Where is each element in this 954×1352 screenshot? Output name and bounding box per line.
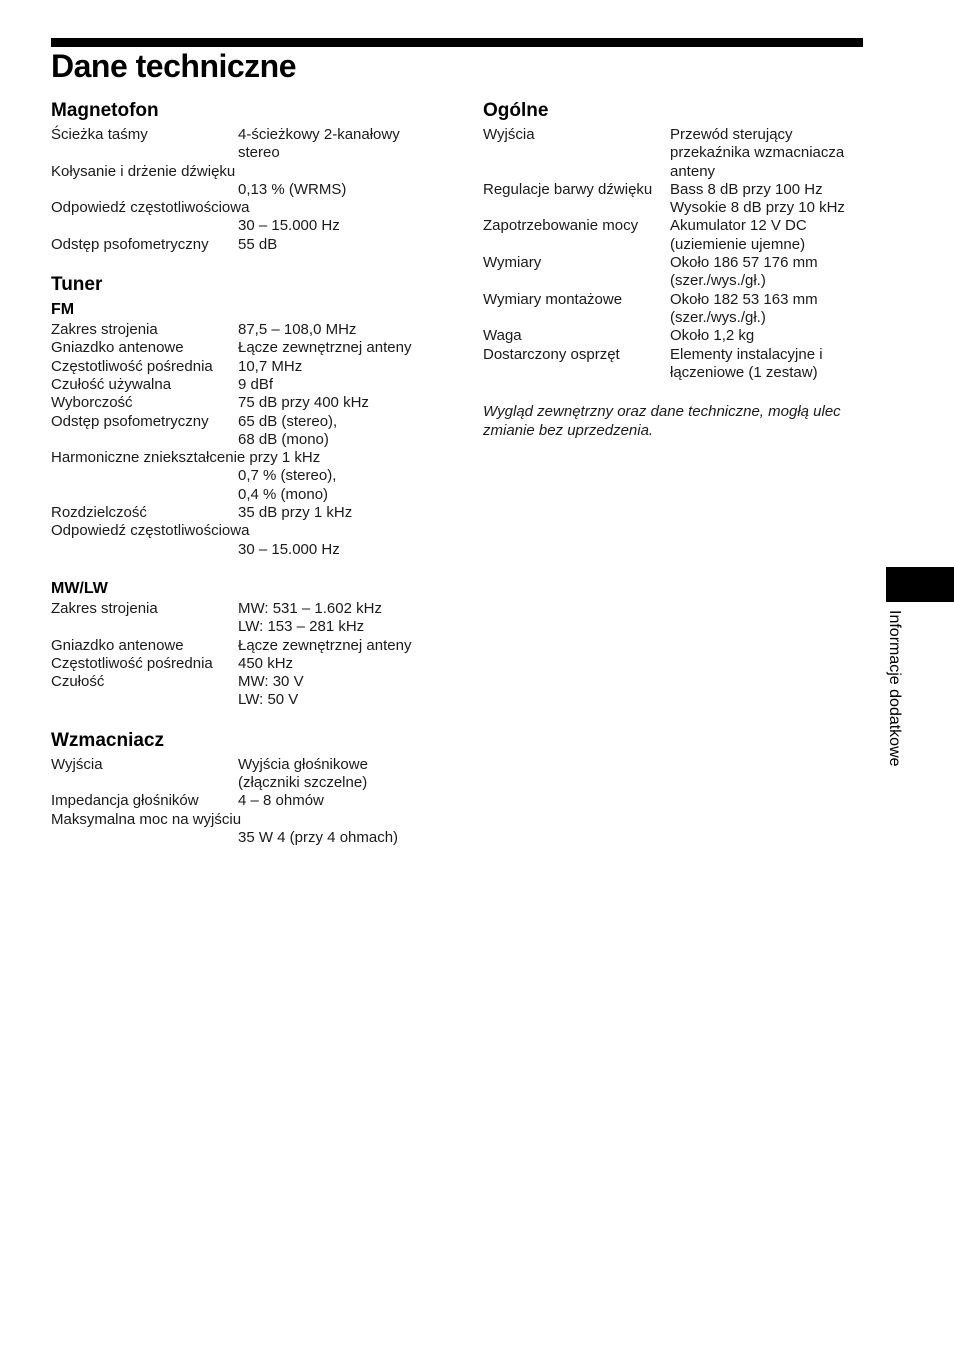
mwlw-spec-list (51, 600, 441, 710)
spec-value: Łącze zewnętrznej anteny (238, 339, 412, 357)
spec-label: Dostarczony osprzęt (483, 345, 620, 363)
spec-label: Harmoniczne zniekształcenie przy 1 kHz (51, 449, 321, 467)
spec-label: Regulacje barwy dźwięku (483, 180, 653, 198)
spec-row (51, 756, 441, 774)
spec-value: LW: 50 V (238, 691, 299, 709)
spec-value: 35 W 4 (przy 4 ohmach) (238, 828, 399, 846)
spec-label: Zapotrzebowanie mocy (483, 217, 639, 235)
spec-value: Elementy instalacyjne i (670, 345, 823, 363)
spec-value: (szer./wys./gł.) (670, 272, 766, 290)
spec-row (51, 236, 441, 254)
spec-value: (szer./wys./gł.) (670, 308, 766, 326)
spec-row (51, 413, 441, 431)
spec-label: Zakres strojenia (51, 599, 158, 617)
spec-row (51, 655, 441, 673)
spec-row (483, 126, 873, 144)
spec-row (51, 637, 441, 655)
spec-label: Odpowiedź częstotliwościowa (51, 522, 250, 540)
spec-label: Częstotliwość pośrednia (51, 357, 213, 375)
spec-value: Łącze zewnętrznej anteny (238, 636, 412, 654)
spec-row (483, 291, 873, 309)
spec-label: Zakres strojenia (51, 321, 158, 339)
section-heading-ogolne: Ogólne (483, 100, 549, 121)
left-column (51, 100, 441, 847)
spec-label: Gniazdko antenowe (51, 339, 184, 357)
page-title: Dane techniczne (51, 48, 297, 84)
spec-value: MW: 30 V (238, 673, 304, 691)
section-heading-tuner: Tuner (51, 274, 103, 296)
subsection-heading-mwlw: MW/LW (51, 579, 108, 597)
spec-row (51, 431, 441, 449)
spec-row (483, 346, 873, 364)
spec-value: Około 1,2 kg (670, 327, 755, 345)
spec-row (51, 126, 441, 144)
spec-row (483, 217, 873, 235)
spec-row (51, 774, 441, 792)
spec-row (51, 144, 441, 162)
spec-value: 9 dBf (238, 375, 274, 393)
spec-label: Rozdzielczość (51, 504, 147, 522)
spec-value: 450 kHz (238, 654, 294, 672)
spec-value: Wyjścia głośnikowe (238, 755, 368, 773)
spec-value: Wysokie 8 dB przy 10 kHz (670, 199, 845, 217)
spec-row (483, 327, 873, 345)
right-column (483, 100, 873, 440)
spec-label: Czułość (51, 673, 105, 691)
spec-value: MW: 531 – 1.602 kHz (238, 599, 382, 617)
spec-value: 30 – 15.000 Hz (238, 540, 340, 558)
spec-value: 0,13 % (WRMS) (238, 180, 347, 198)
section-tab-marker (886, 567, 954, 602)
spec-label: Impedancja głośników (51, 792, 199, 810)
spec-label: Waga (483, 327, 522, 345)
wzmacniacz-spec-list (51, 756, 441, 847)
spec-row (51, 618, 441, 636)
ogolne-spec-list (483, 126, 873, 382)
spec-value: 4 – 8 ohmów (238, 792, 324, 810)
spec-value: 65 dB (stereo), (238, 412, 338, 430)
spec-value: 30 – 15.000 Hz (238, 217, 340, 235)
spec-value: Akumulator 12 V DC (670, 217, 807, 235)
spec-row (51, 673, 441, 691)
subsection-heading-fm: FM (51, 301, 75, 319)
spec-value: stereo (238, 144, 280, 162)
spec-row (483, 144, 873, 162)
fm-spec-list (51, 321, 441, 559)
side-section-label: Informacje dodatkowe (886, 610, 903, 767)
spec-label: Odstęp psofometryczny (51, 235, 209, 253)
spec-value: 35 dB przy 1 kHz (238, 504, 353, 522)
title-rule (51, 38, 863, 47)
spec-row (51, 358, 441, 376)
spec-value: 10,7 MHz (238, 357, 303, 375)
spec-row (483, 254, 873, 272)
spec-label: Odpowiedź częstotliwościowa (51, 199, 250, 217)
magnetofon-spec-list (51, 126, 441, 254)
spec-label: Maksymalna moc na wyjściu (51, 810, 242, 828)
spec-value: Bass 8 dB przy 100 Hz (670, 180, 823, 198)
spec-label: Ścieżka taśmy (51, 126, 148, 143)
spec-value: 0,4 % (mono) (238, 485, 329, 503)
spec-value: Około 182 53 163 mm (670, 290, 818, 308)
spec-label: Kołysanie i drżenie dźwięku (51, 162, 236, 180)
spec-label: Wymiary montażowe (483, 290, 623, 308)
spec-row (483, 236, 873, 254)
spec-row (483, 309, 873, 327)
spec-label: Wymiary (483, 254, 542, 272)
spec-label: Wyjścia (483, 126, 535, 143)
section-heading-magnetofon: Magnetofon (51, 100, 159, 121)
spec-value: Przewód sterujący (670, 126, 793, 143)
spec-value: 55 dB (238, 235, 278, 253)
spec-value: 68 dB (mono) (238, 430, 329, 448)
spec-row (483, 163, 873, 181)
spec-row (483, 272, 873, 290)
spec-value: 75 dB przy 400 kHz (238, 394, 369, 412)
spec-value: 4-ścieżkowy 2-kanałowy (238, 126, 400, 143)
spec-row (51, 792, 441, 810)
spec-row (483, 199, 873, 217)
spec-value: (uziemienie ujemne) (670, 235, 806, 253)
spec-row (51, 376, 441, 394)
spec-row (483, 364, 873, 382)
spec-value: przekaźnika wzmacniacza (670, 144, 845, 162)
section-heading-wzmacniacz: Wzmacniacz (51, 729, 164, 751)
spec-value: Około 186 57 176 mm (670, 254, 818, 272)
spec-label: Wyborczość (51, 394, 133, 412)
spec-label: Odstęp psofometryczny (51, 412, 209, 430)
spec-row (51, 691, 441, 709)
spec-row (51, 394, 441, 412)
spec-row (51, 600, 441, 618)
spec-value: 0,7 % (stereo), (238, 467, 337, 485)
spec-row (483, 181, 873, 199)
spec-label: Czułość używalna (51, 375, 172, 393)
spec-value: anteny (670, 162, 716, 180)
spec-label: Gniazdko antenowe (51, 636, 184, 654)
spec-row (51, 321, 441, 339)
spec-label: Częstotliwość pośrednia (51, 654, 213, 672)
disclaimer-note: Wygląd zewnętrzny oraz dane techniczne, mogłą ulec zmianie bez uprzedzenia. (483, 403, 841, 440)
spec-row (51, 339, 441, 357)
spec-value: (złączniki szczelne) (238, 774, 368, 792)
spec-value: łączeniowe (1 zestaw) (670, 363, 818, 381)
spec-label: Wyjścia (51, 755, 103, 773)
spec-value: LW: 153 – 281 kHz (238, 618, 365, 636)
spec-row (51, 504, 441, 522)
spec-value: 87,5 – 108,0 MHz (238, 321, 357, 339)
